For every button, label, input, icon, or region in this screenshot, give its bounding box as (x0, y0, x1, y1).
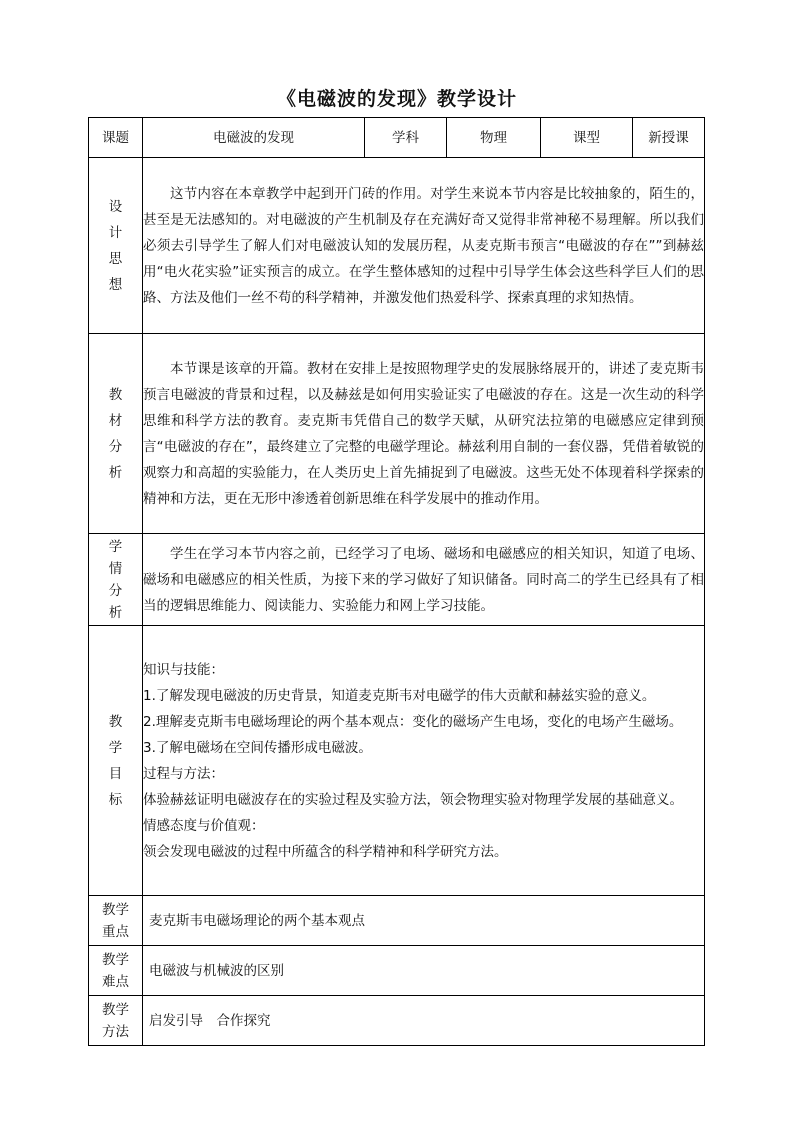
goals-line: 3.了解电磁场在空间传播形成电磁波。 (143, 739, 372, 756)
goals-line: 2.理解麦克斯韦电磁场理论的两个基本观点：变化的磁场产生电场，变化的电场产生磁场。 (143, 713, 683, 730)
students-text: 学生在学习本节内容之前，已经学习了电场、磁场和电磁感应的相关知识，知道了电场、磁场和电磁感应的相关性质，为接下来的学习做好了知识储备。同时高二的学生已经具有了相当的逻辑思维能力、阅读能力、实验能力和网上学习技能。 (143, 545, 704, 614)
topic-value: 电磁波的发现 (143, 118, 365, 158)
difficulty-text: 电磁波与机械波的区别 (143, 946, 705, 996)
header-row (89, 118, 705, 158)
difficulty-row (89, 946, 705, 996)
subject-label: 学科 (365, 118, 447, 158)
method-label: 教学 方法 (89, 996, 143, 1046)
goals-line: 1.了解发现电磁波的历史背景，知道麦克斯韦对电磁学的伟大贡献和赫兹实验的意义。 (143, 687, 656, 704)
difficulty-label: 教学 难点 (89, 946, 143, 996)
lesson-plan-table (88, 117, 705, 1046)
method-row (89, 996, 705, 1046)
type-value: 新授课 (633, 118, 705, 158)
material-content (143, 334, 705, 534)
design-row (89, 158, 705, 334)
goals-row (89, 626, 705, 896)
goals-line: 知识与技能： (143, 661, 224, 678)
key-point-text: 麦克斯韦电磁场理论的两个基本观点 (143, 896, 705, 946)
type-label: 课型 (541, 118, 633, 158)
goals-line: 领会发现电磁波的过程中所蕴含的科学精神和科学研究方法。 (143, 843, 508, 860)
method-text: 启发引导 合作探究 (143, 996, 705, 1046)
material-label: 教 材 分 析 (89, 334, 143, 534)
goals-content (143, 626, 705, 896)
students-label: 学 情 分 析 (89, 534, 143, 626)
key-point-label: 教学 重点 (89, 896, 143, 946)
subject-value: 物理 (447, 118, 541, 158)
document-title: 《电磁波的发现》教学设计 (276, 88, 517, 110)
material-row (89, 334, 705, 534)
goals-line: 情感态度与价值观： (143, 817, 265, 834)
goals-line: 体验赫兹证明电磁波存在的实验过程及实验方法，领会物理实验对物理学发展的基础意义。 (143, 791, 683, 808)
design-label: 设 计 思 想 (89, 158, 143, 334)
topic-label: 课题 (89, 118, 143, 158)
students-row (89, 534, 705, 626)
goals-line: 过程与方法： (143, 765, 224, 782)
students-content (143, 534, 705, 626)
material-text: 本节课是该章的开篇。教材在安排上是按照物理学史的发展脉络展开的，讲述了麦克斯韦预言电磁波的背景和过程，以及赫兹是如何用实验证实了电磁波的存在。这是一次生动的科学思维和科学方法的教育。麦克斯韦凭借自己的数学天赋，从研究法拉第的电磁感应定律到预言“电磁波的存在”，最终建立了完整的电磁学理论。赫兹利用自制的一套仪器，凭借着敏锐的观察力和高超的实验能力，在人类历史上首先捕捉到了电磁波。这些无处不体现着科学探索的精神和方法，更在无形中渗透着创新思维在科学发展中的推动作用。 (143, 360, 704, 507)
key-point-row (89, 896, 705, 946)
design-text: 这节内容在本章教学中起到开门砖的作用。对学生来说本节内容是比较抽象的，陌生的，甚至是无法感知的。对电磁波的产生机制及存在充满好奇又觉得非常神秘不易理解。所以我们必须去引导学生了解人们对电磁波认知的发展历程，从麦克斯韦预言“电磁波的存在””到赫兹用“电火花实验”证实预言的成立。在学生整体感知的过程中引导学生体会这些科学巨人们的思路、方法及他们一丝不苟的科学精神，并激发他们热爱科学、探索真理的求知热情。 (143, 185, 704, 306)
goals-label: 教 学 目 标 (89, 626, 143, 896)
design-content (143, 158, 705, 334)
